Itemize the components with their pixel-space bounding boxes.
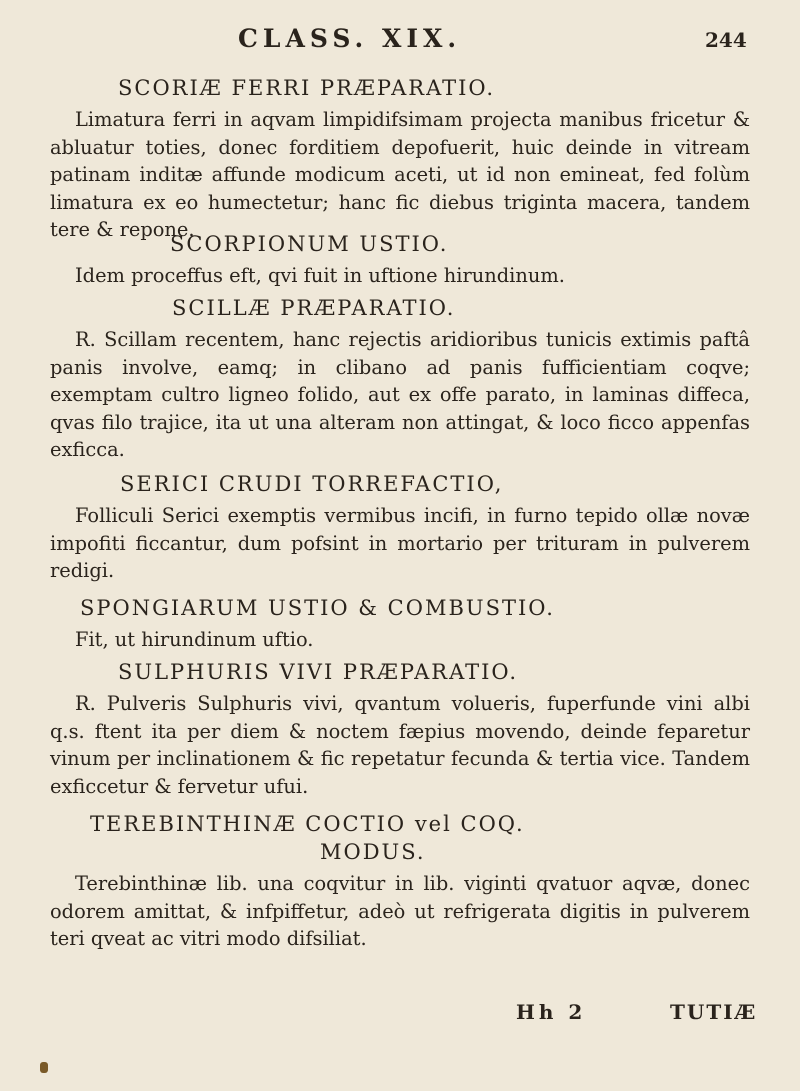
section-paragraph	[50, 502, 750, 592]
catchword: TUTIÆ	[670, 1000, 758, 1024]
section-paragraph	[50, 326, 750, 468]
paragraph-text: Terebinthinæ lib. una coqvitur in lib. viginti qvatuor aqvæ, donec odorem amittat, & infpiffetur, adeò ut refrigerata digitis in pulverem teri qveat ac vitri modo difsiliat.	[50, 872, 750, 951]
class-title: CLASS. XIX.	[238, 24, 462, 53]
page-footer	[0, 1000, 800, 1040]
page-body	[0, 72, 800, 962]
section-title: SULPHURIS VIVI PRÆPARATIO.	[118, 660, 519, 684]
section-paragraph	[50, 626, 750, 660]
paragraph-text: R. Scillam recentem, hanc rejectis aridioribus tunicis extimis paftâ panis involve, eamq; in clibano ad panis fufficientiam coqve; exemptam cultro ligneo folido, aut ex offe parato, in laminas diffeca, qvas filo trajice, ita ut una alteram non attingat, & loco ficco appenfas exficca.	[50, 328, 750, 462]
section-sulphuris	[0, 658, 800, 808]
section-paragraph	[50, 690, 750, 808]
paragraph-text: Limatura ferri in aqvam limpidifsimam projecta manibus fricetur & abluatur toties, donec forditiem depofuerit, huic deinde in vitream patinam inditæ affunde modicum aceti, ut id non emineat, fed folùm limatura ex eo humectetur; hanc fic diebus triginta macera, tandem tere & repone.	[50, 108, 750, 242]
section-subtitle: MODUS.	[320, 840, 426, 864]
paragraph-text: Idem proceffus eft, qvi fuit in uftione hirundinum.	[75, 264, 565, 287]
section-title: TEREBINTHINÆ COCTIO vel COQ.	[90, 812, 525, 836]
ink-stain-mark	[40, 1062, 48, 1073]
section-spongiarum	[0, 594, 800, 660]
signature-mark: Hh 2	[516, 1000, 587, 1024]
page-number: 244	[705, 28, 747, 52]
section-title: SERICI CRUDI TORREFACTIO,	[120, 472, 504, 496]
section-title: SPONGIARUM USTIO & COMBUSTIO.	[80, 596, 555, 620]
paragraph-text: Folliculi Serici exemptis vermibus incifi, in furno tepido ollæ novæ impofiti ficcantur, dum pofsint in mortario per trituram in pulverem redigi.	[50, 504, 750, 583]
section-title: SCORIÆ FERRI PRÆPARATIO.	[118, 76, 496, 100]
section-title: SCORPIONUM USTIO.	[170, 232, 449, 256]
section-paragraph	[50, 870, 750, 962]
paragraph-text: Fit, ut hirundinum uftio.	[75, 628, 314, 651]
running-header	[0, 22, 800, 62]
section-scillae	[0, 294, 800, 468]
section-scoriae	[0, 74, 800, 242]
section-serici	[0, 470, 800, 592]
section-paragraph	[50, 106, 750, 242]
section-paragraph	[50, 262, 750, 292]
paragraph-text: R. Pulveris Sulphuris vivi, qvantum volueris, fuperfunde vini albi q.s. ftent ita per diem & noctem fæpius movendo, deinde feparetur vinum per inclinationem & fic repetatur fecunda & tertia vice. Tandem exficcetur & fervetur ufui.	[50, 692, 750, 798]
section-terebinthinae	[0, 810, 800, 962]
section-title: SCILLÆ PRÆPARATIO.	[172, 296, 456, 320]
